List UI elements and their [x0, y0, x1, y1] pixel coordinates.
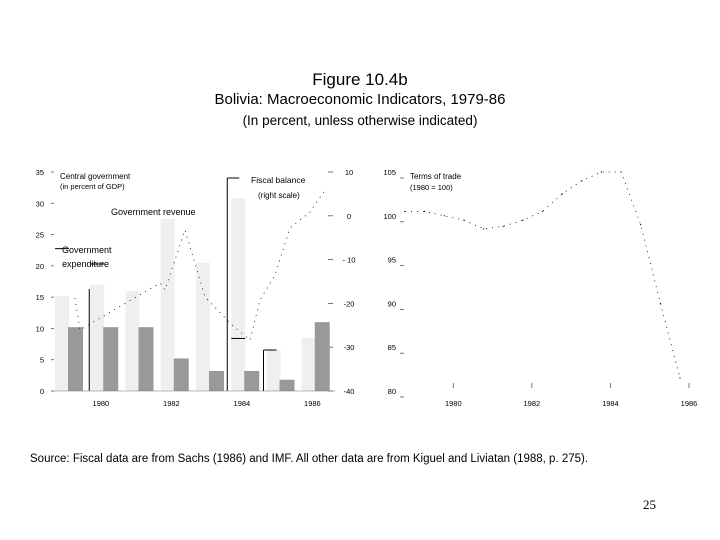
expenditure-bar: [90, 285, 104, 391]
terms-of-trade-point: [562, 193, 563, 194]
tot-y-tick-label: 95: [387, 255, 396, 265]
terms-of-trade-point: [522, 220, 523, 221]
terms-of-trade-point: [424, 211, 425, 212]
terms-of-trade-point: [581, 180, 582, 181]
left-axis-tick-label: 10: [35, 324, 44, 334]
tot-y-tick-label: 105: [383, 168, 396, 177]
x-axis-tick-label: 1982: [163, 399, 180, 408]
revenue-bar: [280, 380, 295, 391]
terms-of-trade-point: [503, 226, 504, 227]
expenditure-bar: [196, 263, 210, 391]
source-note: Source: Fiscal data are from Sachs (1986) and IMF. All other data are from Kiguel and Liviatan (1988, p. 275).: [30, 453, 589, 465]
revenue-bar: [315, 322, 330, 391]
figure-units-note: (In percent, unless otherwise indicated): [242, 113, 478, 128]
terms-of-trade-point: [483, 228, 484, 229]
expenditure-bar: [267, 350, 281, 391]
tot-x-tick-label: 1984: [602, 399, 619, 408]
right-axis-tick-label: 10: [344, 168, 354, 177]
tot-x-tick-label: 1986: [680, 399, 698, 408]
expenditure-bar: [126, 291, 140, 391]
right-axis-tick-label: -40: [343, 387, 355, 396]
terms-of-trade-point: [640, 224, 641, 225]
left-axis-tick-label: 20: [35, 261, 44, 271]
terms-of-trade-point: [601, 171, 602, 172]
revenue-bar: [174, 358, 189, 391]
terms-of-trade-point: [463, 220, 464, 221]
terms-of-trade-point: [404, 211, 405, 212]
left-axis-tick-label: 25: [35, 230, 44, 240]
left-axis-tick-label: 5: [39, 355, 44, 365]
terms-of-trade-line: [405, 172, 680, 378]
tot-y-tick-label: 90: [387, 299, 396, 309]
tot-x-tick-label: 1980: [444, 399, 462, 408]
tot-y-tick-label: 100: [383, 211, 396, 221]
left-axis-tick-label: 0: [39, 387, 44, 396]
terms-of-trade-point: [660, 303, 661, 304]
tot-subtitle: (1980 = 100): [410, 183, 453, 192]
expenditure-bar: [55, 296, 69, 391]
expenditure-legend-label-line: Government: [62, 245, 112, 255]
revenue-bar: [244, 371, 259, 391]
right-axis-tick-label: -30: [343, 343, 355, 353]
expenditure-bar: [231, 198, 245, 391]
left-axis-tick-label: 15: [35, 293, 44, 303]
tot-y-tick-label: 85: [387, 343, 396, 353]
x-axis-tick-label: 1980: [92, 399, 110, 408]
x-axis-tick-label: 1986: [304, 399, 321, 408]
fiscal-chart: [36, 168, 356, 408]
tot-x-tick-label: 1982: [523, 399, 541, 408]
expenditure-bar: [161, 219, 175, 391]
terms-of-trade-point: [444, 215, 445, 216]
expenditure-legend-label-line: expenditure: [62, 259, 110, 269]
revenue-bar: [209, 371, 224, 391]
left-axis-label: Central government: [60, 172, 131, 181]
right-axis-tick-label: - 10: [342, 255, 356, 265]
figure-subtitle: Bolivia: Macroeconomic Indicators, 1979-86: [214, 91, 506, 108]
revenue-bar: [68, 327, 83, 391]
tot-y-tick-label: 80: [387, 387, 396, 396]
expenditure-legend-label: [62, 245, 112, 269]
terms-of-trade-point: [679, 377, 680, 378]
x-axis-tick-label: 1984: [233, 399, 251, 408]
right-axis-tick-label: 0: [346, 211, 352, 221]
terms-of-trade-chart: [383, 168, 697, 408]
revenue-bar: [139, 327, 154, 391]
left-axis-tick-label: 35: [35, 168, 44, 177]
page-number: 25: [643, 497, 656, 512]
figure-title: Figure 10.4b: [312, 70, 408, 89]
revenue-legend-label: Government revenue: [111, 207, 196, 217]
tot-title: Terms of trade: [410, 172, 462, 181]
right-axis-tick-label: -20: [343, 299, 355, 309]
right-axis-label: Fiscal balance: [251, 175, 306, 185]
left-axis-tick-label: 30: [35, 199, 44, 209]
left-axis-sublabel: (in percent of GDP): [60, 182, 125, 191]
expenditure-bar: [302, 338, 316, 391]
terms-of-trade-point: [621, 171, 622, 172]
right-axis-sublabel: (right scale): [258, 191, 300, 200]
revenue-bar: [103, 327, 118, 391]
terms-of-trade-point: [542, 211, 543, 212]
